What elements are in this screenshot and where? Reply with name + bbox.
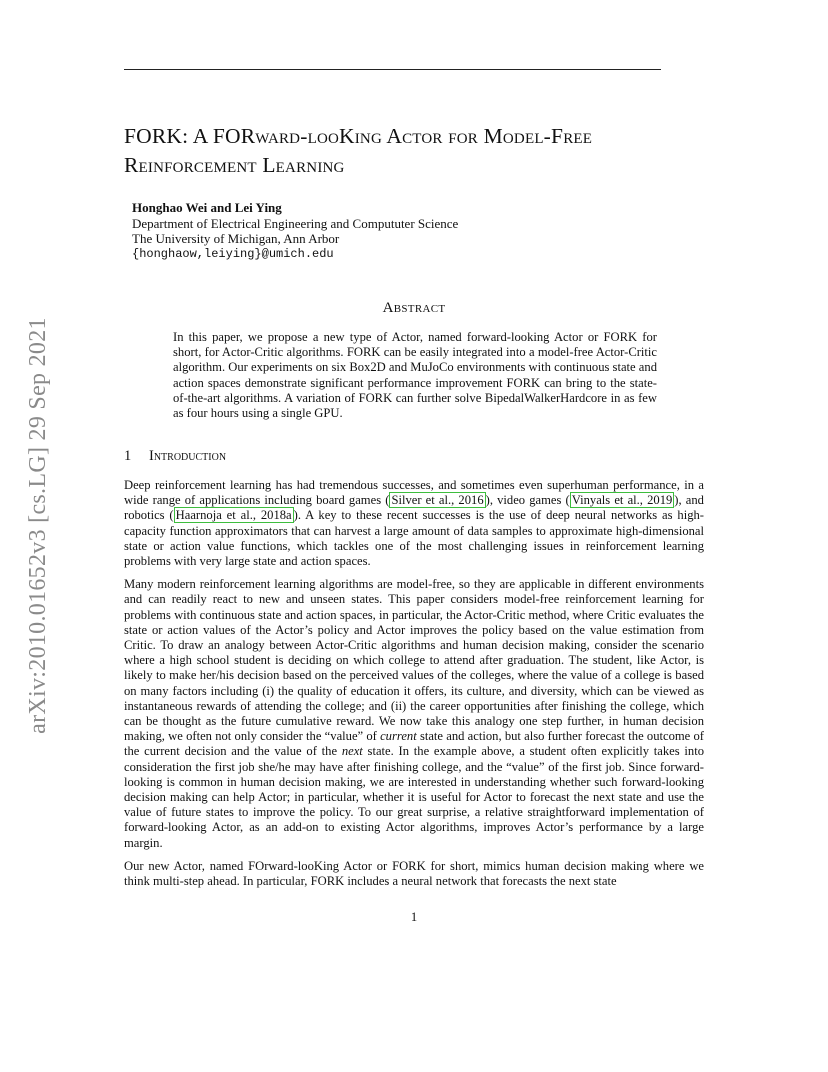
paragraph-text: Deep reinforcement learning has had tremendous successes, and sometimes even superhuman performance, in a wide range of applications including board games (	[124, 478, 704, 508]
author-block	[132, 200, 458, 262]
paragraph-text: ). A key to these recent successes is the use of deep neural networks as high-capacity function approximators that can harvest a large amount of data samples to approximate high-dimensional state or action value functions, which tackles one of the most challenging issues in reinforcement learning problems with very large state and action spaces.	[124, 508, 704, 569]
emphasis: next	[341, 744, 363, 759]
paragraph-text: ), video games (	[485, 493, 570, 508]
paragraph-text: ), and robotics (	[124, 493, 704, 523]
section-number: 1	[124, 448, 132, 464]
citation-link[interactable]: Silver et al., 2016	[391, 493, 484, 508]
arxiv-side-stamp	[8, 290, 68, 760]
citation-link[interactable]: Haarnoja et al., 2018a	[175, 508, 292, 523]
author-university: The University of Michigan, Ann Arbor	[132, 231, 340, 246]
paragraph-text: state. In the example above, a student often explicitly takes into consideration the first job she/he may have after finishing college, and the “value” of the first job. Since forward-looking is common in human decision making, we are interested in understanding whether such forward-looking decision making can help Actor; in particular, whether it is useful for Actor to forecast the next state and use the value of future states to improve the policy. To our great surprise, a relative straightforward implementation of forward-looking Actor, as an add-on to existing Actor algorithms, improves Actor’s performance by a large margin.	[124, 744, 704, 850]
paragraph-3: Our new Actor, named FOrward-looKing Actor or FORK for short, mimics human decision making where we think multi-step ahead. In particular, FORK includes a neural network that forecasts the next state	[124, 858, 704, 889]
abstract-heading: Abstract	[382, 300, 446, 316]
title-line-1: FORK: A FORward-looKing Actor for Model-Free	[124, 124, 593, 148]
section-title: Introduction	[149, 448, 227, 464]
body-text	[124, 478, 704, 897]
title-line-2: Reinforcement Learning	[124, 153, 345, 177]
section-heading	[124, 448, 226, 465]
paragraph-text: state and action, but also further forecast the outcome of the current decision and the value of the	[124, 729, 704, 759]
paragraph-1	[124, 478, 704, 569]
author-email: {honghaow,leiying}@umich.edu	[132, 246, 334, 261]
paragraph-text: Many modern reinforcement learning algorithms are model-free, so they are applicable in different environments and can readily react to new and unseen states. This paper considers model-free reinforcement learning for problems with continuous state and action spaces, in particular, the Actor-Critic method, where Critic evaluates the state or action values of the Actor’s policy and Actor improves the policy based on the value estimation from Critic. To draw an analogy between Actor-Critic algorithms and human decision making, consider the scenario where a high school student is deciding on which college to attend after graduation. The student, like Actor, is likely to make her/his decision based on the perceived values of the colleges, where the value of a college is based on many factors including (i) the quality of education it offers, its culture, and diversity, which can be viewed as instantaneous rewards of attending the college; and (ii) the career opportunities after finishing the college, which can be thought as the future cumulative reward. We now take this analogy one step further, in human decision making, we often not only consider the “value” of	[124, 577, 704, 744]
page-number: 1	[410, 910, 418, 924]
author-names: Honghao Wei and Lei Ying	[132, 200, 282, 215]
paragraph-2	[124, 577, 704, 851]
abstract-text: In this paper, we propose a new type of Actor, named forward-looking Actor or FORK for short, for Actor-Critic algorithms. FORK can be easily integrated into a model-free Actor-Critic algorithm. Our experiments on six Box2D and MuJoCo environments with continuous state and action spaces demonstrate significant performance improvement FORK can bring to the state-of-the-art algorithms. A variation of FORK can further solve BipedalWalkerHardcore in as few as four hours using a single GPU.	[173, 330, 657, 421]
paper-title	[124, 122, 744, 180]
arxiv-identifier: arXiv:2010.01652v3 [cs.LG] 29 Sep 2021	[24, 316, 51, 734]
emphasis: current	[380, 729, 417, 744]
author-department: Department of Electrical Engineering and Compututer Science	[132, 215, 459, 231]
citation-link[interactable]: Vinyals et al., 2019	[571, 493, 673, 508]
top-rule	[124, 69, 661, 70]
